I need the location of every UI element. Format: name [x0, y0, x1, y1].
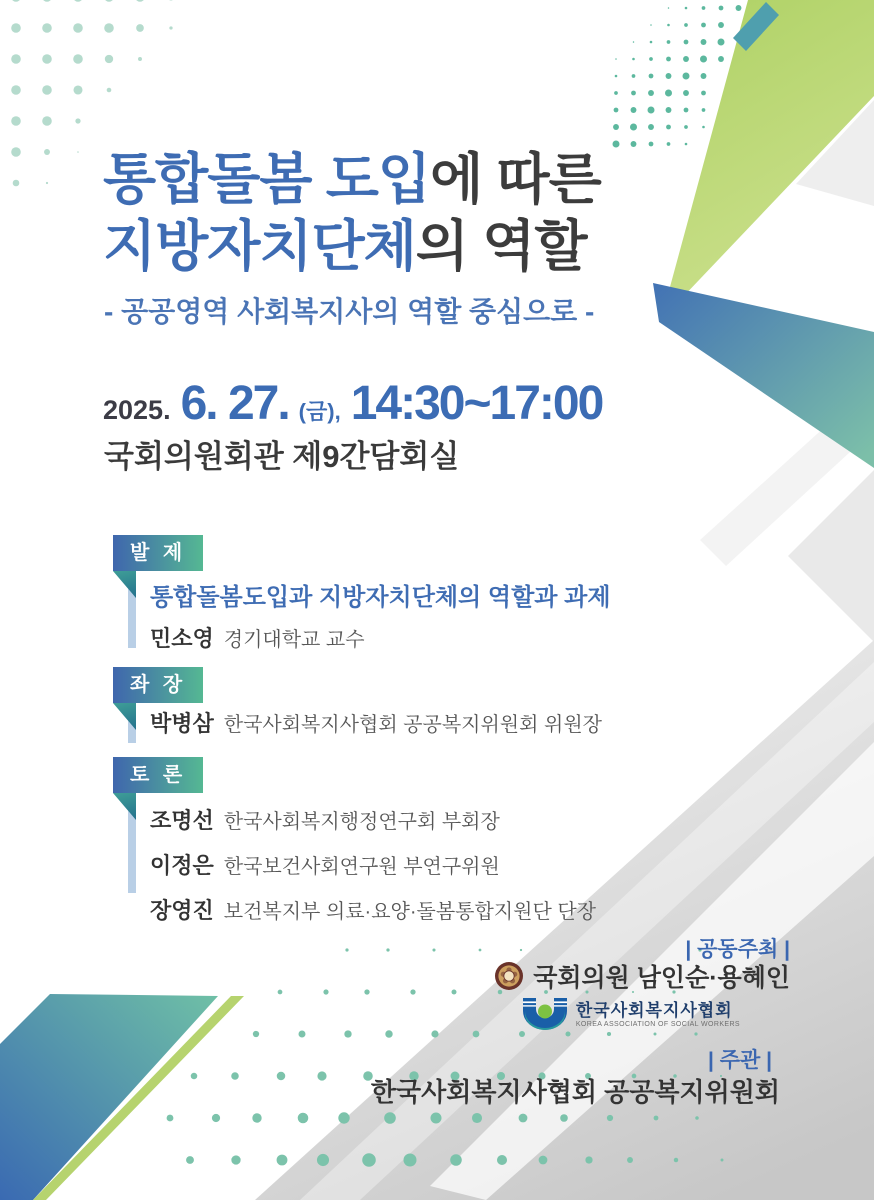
- kasw-logo-icon: [523, 998, 567, 1032]
- title-line1-highlight: 통합돌봄 도입: [103, 148, 431, 210]
- discussant-row: [150, 889, 596, 934]
- title-line2-rest: 의 역할: [415, 215, 587, 277]
- section-discussion: [113, 757, 596, 934]
- title-line1-rest: 에 따른: [430, 148, 601, 210]
- discussant-row: [150, 844, 596, 889]
- discussant-name: 이정은: [150, 853, 214, 878]
- kasw-logotype: [576, 1002, 740, 1028]
- section-tag-discussion: 토 론: [113, 757, 203, 793]
- kasw-logo-row: [523, 998, 740, 1032]
- organizer-label: | 주관 |: [708, 1049, 772, 1072]
- kasw-english-name: KOREA ASSOCIATION OF SOCIAL WORKERS: [575, 1020, 740, 1028]
- title-line-2: [103, 213, 601, 280]
- title-line2-highlight: 지방자치단체: [103, 215, 416, 277]
- blue-band: [653, 283, 874, 468]
- presenter-affiliation: 경기대학교 교수: [223, 629, 365, 651]
- presenter-name: 민소영: [150, 626, 214, 651]
- kasw-korean-name: 한국사회복지사협회: [575, 1000, 733, 1020]
- presentation-topic: 통합돌봄도입과 지방자치단체의 역할과 과제: [150, 584, 611, 611]
- section-tag-presentation: 발 제: [113, 535, 203, 571]
- schedule-time: 14:30~17:00: [350, 377, 603, 430]
- organizer-name: 한국사회복지사협회 공공복지위원회: [370, 1077, 780, 1107]
- chair-row: [150, 709, 602, 740]
- co-hosts-label: | 공동주최 |: [685, 938, 790, 961]
- national-assembly-emblem-icon: [494, 961, 524, 991]
- discussant-affiliation: 보건복지부 의료·요양·돌봄통합지원단 단장: [223, 901, 596, 923]
- bottom-left-band: [0, 994, 218, 1200]
- section-content: [150, 709, 602, 740]
- section-chair: [113, 667, 602, 740]
- chair-affiliation: 한국사회복지사협회 공공복지위원회 위원장: [223, 714, 602, 736]
- poster-title: [103, 146, 601, 280]
- discussant-name: 장영진: [150, 898, 214, 923]
- assembly-members-text: 국회의원 남인순·용혜인: [533, 964, 790, 992]
- discussant-name: 조명선: [150, 808, 214, 833]
- discussant-affiliation: 한국보건사회연구원 부연구위원: [223, 856, 500, 878]
- section-content: [150, 799, 596, 934]
- assembly-members-row: [494, 958, 790, 994]
- schedule-line: [103, 376, 602, 431]
- section-presentation: [113, 535, 611, 655]
- discussant-affiliation: 한국사회복지행정연구회 부회장: [223, 811, 500, 833]
- chair-name: 박병삼: [150, 711, 214, 736]
- discussant-row: [150, 799, 596, 844]
- poster-subtitle: - 공공영역 사회복지사의 역할 중심으로 -: [104, 296, 595, 327]
- presenter-row: [150, 624, 611, 655]
- schedule-year: 2025.: [103, 395, 171, 425]
- section-tag-chair: 좌 장: [113, 667, 203, 703]
- schedule-date: 6. 27.: [180, 377, 289, 430]
- section-content: [150, 577, 611, 655]
- venue: 국회의원회관 제9간담회실: [104, 439, 460, 474]
- title-line-1: [103, 146, 601, 213]
- schedule-day: (금),: [298, 399, 341, 424]
